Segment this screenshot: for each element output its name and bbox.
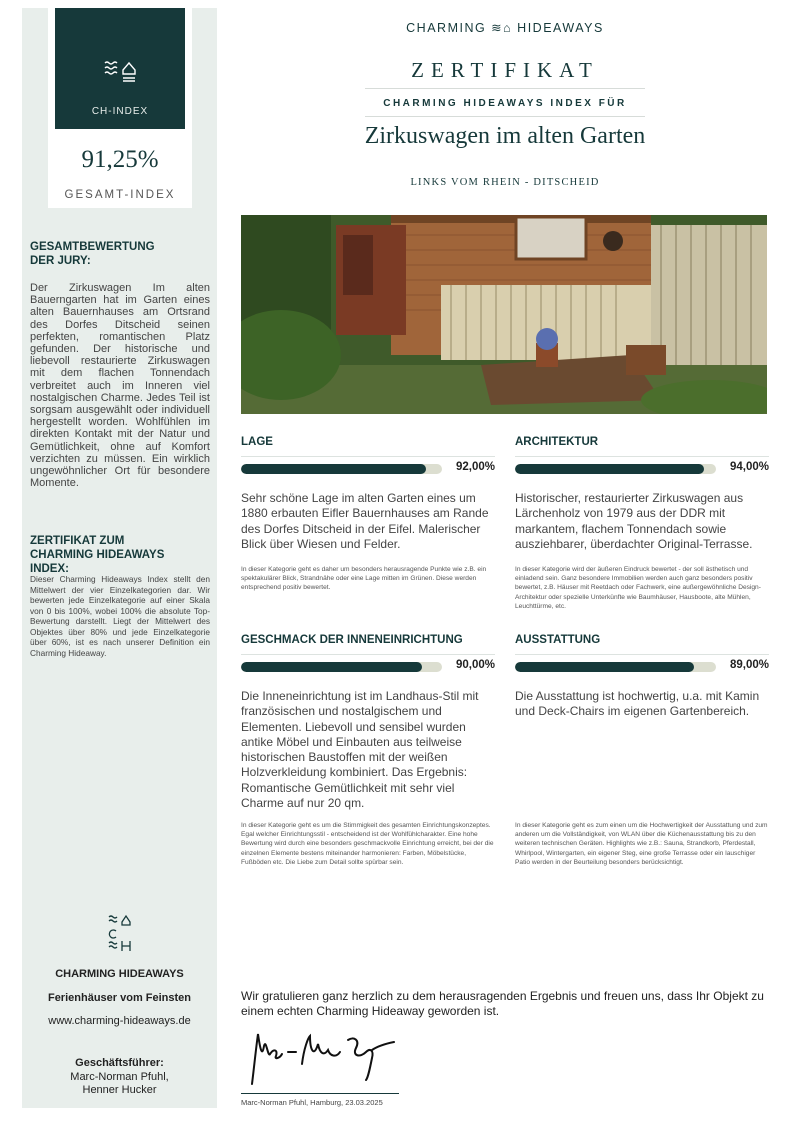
object-name: Zirkuswagen im alten Garten	[364, 123, 646, 149]
signature-caption: Marc-Norman Pfuhl, Hamburg, 23.03.2025	[241, 1098, 383, 1107]
score-bar	[515, 464, 716, 474]
category-divider	[241, 654, 495, 655]
category-ausstattung	[515, 634, 769, 884]
congratulations-text: Wir gratulieren ganz herzlich zu dem herausragenden Ergebnis und freuen uns, dass Ihr Objekt zu einem echten Charming Hideaway geworden ist.	[241, 989, 764, 1018]
category-note: In dieser Kategorie geht es daher um besonders herausragende Punkte wie z.B. ein spektakulärer Blick, Strandnähe oder eine Lage mitten im Grünen. Diese werden entsprechend positiv bewertet.	[241, 566, 487, 592]
category-inneneinrichtung	[241, 634, 495, 884]
category-divider	[515, 456, 769, 457]
score-bar	[241, 662, 442, 672]
certificate-title: ZERTIFIKAT	[411, 58, 599, 82]
title-divider	[365, 88, 645, 89]
signature-icon	[244, 1028, 404, 1088]
score-bar	[515, 662, 716, 672]
footer-tagline: Ferienhäuser vom Feinsten	[47, 992, 192, 1004]
signature-line	[241, 1093, 399, 1094]
header-brand: CHARMING ≋⌂ HIDEAWAYS	[406, 21, 604, 35]
certificate-subtitle: CHARMING HIDEAWAYS INDEX FÜR	[383, 98, 627, 109]
category-text: Die Ausstattung ist hochwertig, u.a. mit Kamin und Deck-Chairs im eigenen Gartenbereich.	[515, 689, 760, 719]
badge-label: CH-INDEX	[91, 106, 149, 117]
category-title: LAGE	[241, 436, 273, 448]
category-note: In dieser Kategorie geht es um die Stimmigkeit des gesamten Einrichtungskonzeptes. Egal welcher Einrichtungsstil - entscheidend ist der Wohlfühlcharakter. Eine hohe Bewertung wird durch eine besonders geschmackvolle Einrichtung erreicht, bei der die einzelnen Elemente bestens miteinander harmonieren: Farben, Möbelstücke, Fußböden etc. Die Liebe zum Detail sollte spürbar sein.	[241, 822, 494, 866]
score-value: 94,00%	[729, 461, 769, 473]
index-info-heading: ZERTIFIKAT ZUM CHARMING HIDEAWAYS INDEX:	[30, 535, 165, 575]
category-divider	[241, 456, 495, 457]
overall-index-label: GESAMT-INDEX	[64, 189, 176, 201]
score-bar	[241, 464, 442, 474]
score-value: 89,00%	[729, 659, 769, 671]
category-note: In dieser Kategorie wird der äußeren Eindruck bewertet - der soll ästhetisch und einladend sein. Ganz besondere Immobilien werden auch ganz besonders positiv bewertet, z.B. Häuser mit Reetdach oder Fachwerk, eine außergewöhnliche Design-Architektur oder spezielle Unterkünfte wie Baumhäuser, Hausboote, alte Mühlen, Leuchttürme, etc.	[515, 566, 761, 610]
category-lage	[241, 436, 495, 596]
score-value: 92,00%	[455, 461, 495, 473]
score-bar-fill	[515, 662, 694, 672]
score-bar-fill	[515, 464, 704, 474]
index-badge	[55, 8, 185, 129]
category-text: Die Inneneinrichtung ist im Landhaus-Stil mit französischen und nostalgischem und Elementen. Liebevoll und sensibel wurden antike Möbel und Einbauten aus teilweise historischen Baustoffen mit der weißen Holzverkleidung kombiniert. Das Ergebnis: Romantische Gemütlichkeit mit sehr viel Charme auf nur 20 qm.	[241, 689, 479, 811]
score-bar-fill	[241, 662, 422, 672]
footer-logo-icon	[22, 913, 217, 960]
footer-brand: CHARMING HIDEAWAYS	[55, 968, 184, 980]
jury-heading: GESAMTBEWERTUNG DER JURY:	[30, 241, 155, 267]
score-value: 90,00%	[455, 659, 495, 671]
ceo-name-1: Marc-Norman Pfuhl,	[70, 1071, 169, 1083]
category-title: AUSSTATTUNG	[515, 634, 601, 646]
index-info-text: Dieser Charming Hideaways Index stellt den Mittelwert der vier Einzelkategorien dar. Wir bewerten jede Einzelkategorie auf einer Skala von 0 bis 100%, wobei 100% die absolute Top-Bewertung darstellt. Liegt der Mittelwert des Objektes über 80% und jede Einzelkategorie über 60%, ist es nach unserer Definition ein Charming Hideaway.	[30, 574, 210, 658]
hideaways-logo-icon	[55, 60, 185, 89]
category-text: Sehr schöne Lage im alten Garten eines um 1880 erbauten Eifler Bauernhauses am Rande des Dorfes Ditscheid in der Eifel. Malerischer Blick über Wiesen und Felder.	[241, 491, 489, 551]
category-divider	[515, 654, 769, 655]
score-bar-fill	[241, 464, 426, 474]
footer-website-link[interactable]: www.charming-hideaways.de	[48, 1015, 191, 1027]
category-title: ARCHITEKTUR	[515, 436, 599, 448]
subtitle-divider	[365, 116, 645, 117]
object-location: LINKS VOM RHEIN - DITSCHEID	[410, 177, 600, 188]
sidebar	[22, 8, 217, 1108]
index-badge-card	[48, 8, 192, 208]
overall-index-value: 91,25%	[81, 146, 159, 173]
ceo-label: Geschäftsführer:	[75, 1057, 164, 1069]
category-title: GESCHMACK DER INNENEINRICHTUNG	[241, 634, 463, 646]
category-text: Historischer, restaurierter Zirkuswagen aus Lärchenholz von 1979 aus der DDR mit markantem, flachem Tonnendach sowie ausziehbarer, überdachter Original-Terrasse.	[515, 491, 753, 551]
category-architektur	[515, 436, 769, 616]
category-note: In dieser Kategorie geht es zum einen um die Hochwertigkeit der Ausstattung und zum anderen um die Vollständigkeit, von WLAN über die Küchenausstattung bis zu den weiteren technischen Geräten. Highlights wie z.B.: Sauna, Strandkorb, Pferdestall, Whirlpool, Wintergarten, ein eigener Steg, eine große Terrasse oder ein lauschiger Patio werden in der Beurteilung besonders berücksichtigt.	[515, 822, 768, 866]
object-photo	[241, 215, 767, 414]
jury-text: Der Zirkuswagen Im alten Bauerngarten hat im Garten eines alten Bauernhauses am Ortsrand des Dorfes Ditscheid seinen perfekten, romantischen Platz gefunden. Der historische und liebevoll restaurierte Zirkuswagen mit dem flachen Tonnendach verbreitet auch im Inneren viel nostalgischen Charme. Jedes Teil ist sorgsam ausgewählt oder individuell hergestellt worden. Wohlfühlen im direkten Kontakt mit der Natur und Gemütlichkeit, ohne auf Komfort verzichten zu müssen. Ein wirklich ungewöhnlicher Ort für besondere Momente.	[30, 282, 210, 490]
ceo-name-2: Henner Hucker	[82, 1084, 157, 1096]
